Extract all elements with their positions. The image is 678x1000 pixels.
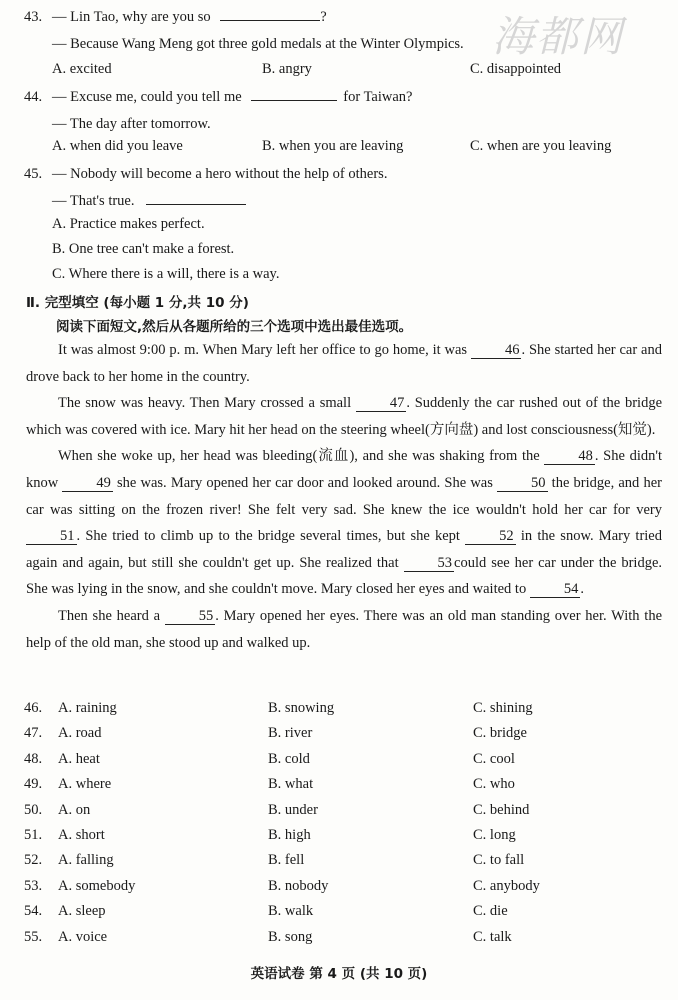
option-a: A. voice bbox=[58, 929, 108, 945]
blank-47: 47 bbox=[356, 395, 407, 412]
option-question-number: 51. bbox=[24, 827, 43, 843]
option-question-number: 46. bbox=[24, 700, 43, 716]
question-43-reply: — Because Wang Meng got three gold medals at the Winter Olympics. bbox=[52, 36, 464, 52]
question-45-reply bbox=[52, 190, 246, 212]
option-a: A. Practice makes perfect. bbox=[52, 216, 205, 232]
option-b: B. what bbox=[268, 776, 314, 792]
option-c: C. bridge bbox=[473, 725, 527, 741]
passage-paragraph-1: It was almost 9:00 p. m. When Mary left her office to go home, it was 46 . She started her car and drove back to her home in the country. bbox=[26, 342, 662, 385]
option-a: A. when did you leave bbox=[52, 138, 183, 154]
option-c: C. long bbox=[473, 827, 516, 843]
option-question-number: 53. bbox=[24, 878, 43, 894]
option-question-number: 49. bbox=[24, 776, 43, 792]
option-c: C. cool bbox=[473, 751, 515, 767]
question-number: 43. bbox=[24, 9, 43, 25]
blank-48: 48 bbox=[544, 448, 595, 465]
passage-paragraph-2: The snow was heavy. Then Mary crossed a small 47 . Suddenly the car rushed out of the bridge which was covered with ice. Mary hit her head on the steering wheel(方向盘) and lost consciousness(知觉). bbox=[26, 395, 662, 438]
blank-50: 50 bbox=[497, 475, 548, 492]
option-c: C. to fall bbox=[473, 852, 525, 868]
passage-paragraph-4: Then she heard a 55 . Mary opened her eyes. There was an old man standing over her. With the help of the old man, she stood up and walked up. bbox=[26, 607, 663, 651]
option-b: B. fell bbox=[268, 852, 305, 868]
question-number: 44. bbox=[24, 89, 43, 105]
option-question-number: 54. bbox=[24, 903, 43, 919]
question-text: — Lin Tao, why are you so bbox=[52, 9, 211, 25]
option-b: B. snowing bbox=[268, 700, 335, 716]
question-text-end: for Taiwan? bbox=[343, 89, 413, 105]
option-c: C. anybody bbox=[473, 878, 540, 894]
option-a: A. on bbox=[58, 802, 91, 818]
option-c: C. disappointed bbox=[470, 61, 562, 77]
blank-51: 51 bbox=[26, 528, 77, 545]
option-b: B. river bbox=[268, 725, 313, 741]
option-a: A. excited bbox=[52, 61, 112, 77]
option-c: C. die bbox=[473, 903, 508, 919]
option-b: B. One tree can't make a forest. bbox=[52, 241, 235, 257]
option-question-number: 55. bbox=[24, 929, 43, 945]
option-a: A. short bbox=[58, 827, 105, 843]
blank-55: 55 bbox=[165, 608, 216, 625]
answer-blank bbox=[220, 6, 320, 21]
option-a: A. somebody bbox=[58, 878, 136, 894]
question-text: — Excuse me, could you tell me bbox=[52, 89, 242, 105]
option-question-number: 48. bbox=[24, 751, 43, 767]
option-a: A. falling bbox=[58, 852, 114, 868]
option-question-number: 50. bbox=[24, 802, 43, 818]
blank-49: 49 bbox=[62, 475, 113, 492]
option-c: C. shining bbox=[473, 700, 533, 716]
option-b: B. under bbox=[268, 802, 318, 818]
option-b: B. song bbox=[268, 929, 313, 945]
option-c: C. behind bbox=[473, 802, 530, 818]
option-question-number: 47. bbox=[24, 725, 43, 741]
watermark-logo: 海都网 bbox=[492, 12, 625, 61]
cloze-passage bbox=[26, 337, 662, 656]
blank-52: 52 bbox=[465, 528, 516, 545]
question-number: 45. bbox=[24, 166, 43, 182]
option-b: B. walk bbox=[268, 903, 314, 919]
answer-blank bbox=[251, 86, 337, 101]
option-b: B. high bbox=[268, 827, 311, 843]
passage-paragraph-3: When she woke up, her head was bleeding(流血), and she was shaking from the 48 . She didn't know 49 she was. Mary opened her car door and looked around. She was 50 the bridge, and her car was sitting on the frozen river! She felt very sad. She knew the ice wouldn't hold her car for very 51 . She tried to climb up to the bridge several times, but she kept 52 in the snow. Mary tried again and again, but still she couldn't get up. She realized that 53 could see her car under the bridge. She was lying in the snow, and she couldn't move. Mary closed her eyes and waited to 54 . bbox=[26, 448, 663, 598]
option-b: B. cold bbox=[268, 751, 310, 767]
question-text: — Nobody will become a hero without the help of others. bbox=[52, 166, 388, 182]
option-a: A. road bbox=[58, 725, 102, 741]
option-c: C. Where there is a will, there is a way. bbox=[52, 266, 280, 282]
question-44-reply: — The day after tomorrow. bbox=[52, 116, 211, 132]
reply-text: — That's true. bbox=[52, 193, 135, 209]
answer-blank bbox=[146, 190, 246, 205]
option-c: C. talk bbox=[473, 929, 512, 945]
option-a: A. raining bbox=[58, 700, 117, 716]
option-c: C. who bbox=[473, 776, 515, 792]
option-a: A. sleep bbox=[58, 903, 106, 919]
blank-46: 46 bbox=[471, 342, 522, 359]
option-b: B. angry bbox=[262, 61, 312, 77]
option-b: B. when you are leaving bbox=[262, 138, 404, 154]
option-a: A. where bbox=[58, 776, 112, 792]
section-heading: Ⅱ. 完型填空 (每小题 1 分,共 10 分) bbox=[26, 295, 249, 311]
page-footer: 英语试卷 第 4 页 (共 10 页) bbox=[250, 966, 428, 982]
blank-54: 54 bbox=[530, 581, 581, 598]
blank-53: 53 bbox=[404, 555, 455, 572]
option-a: A. heat bbox=[58, 751, 100, 767]
question-text-end: ? bbox=[320, 9, 327, 25]
option-b: B. nobody bbox=[268, 878, 329, 894]
option-question-number: 52. bbox=[24, 852, 43, 868]
option-c: C. when are you leaving bbox=[470, 138, 612, 154]
section-instruction: 阅读下面短文,然后从各题所给的三个选项中选出最佳选项。 bbox=[56, 319, 413, 335]
